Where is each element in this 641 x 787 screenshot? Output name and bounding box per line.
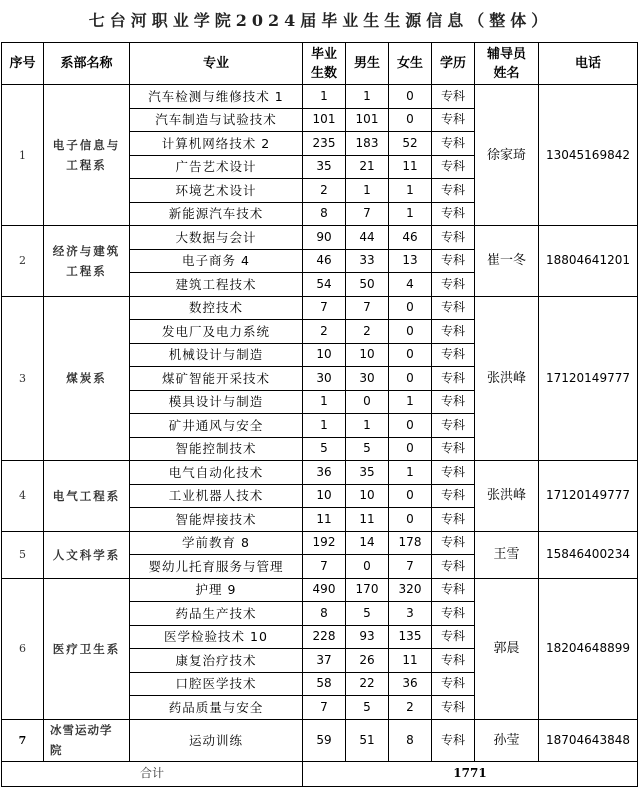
cell-seq: 3 xyxy=(2,296,44,461)
cell-department xyxy=(44,226,130,297)
cell-male: 30 xyxy=(346,367,389,391)
cell-female: 36 xyxy=(389,672,432,696)
cell-female: 46 xyxy=(389,226,432,250)
cell-seq: 1 xyxy=(2,85,44,226)
cell-degree: 专科 xyxy=(432,343,475,367)
cell-female: 135 xyxy=(389,625,432,649)
cell-female: 4 xyxy=(389,273,432,297)
cell-degree: 专科 xyxy=(432,202,475,226)
table-row xyxy=(2,578,638,602)
cell-grads: 10 xyxy=(303,343,346,367)
cell-male: 10 xyxy=(346,484,389,508)
header-row xyxy=(2,43,638,85)
cell-degree: 专科 xyxy=(432,508,475,532)
cell-major: 智能焊接技术 xyxy=(130,508,303,532)
cell-grads: 46 xyxy=(303,249,346,273)
cell-major: 学前教育 8 xyxy=(130,531,303,555)
cell-grads: 10 xyxy=(303,484,346,508)
cell-male: 50 xyxy=(346,273,389,297)
cell-major: 汽车制造与试验技术 xyxy=(130,108,303,132)
cell-grads: 36 xyxy=(303,461,346,485)
cell-major: 矿井通风与安全 xyxy=(130,414,303,438)
cell-degree: 专科 xyxy=(432,367,475,391)
header-major: 专业 xyxy=(130,43,303,85)
header-degree: 学历 xyxy=(432,43,475,85)
department-name-line2: 院 xyxy=(50,743,63,757)
cell-grads: 2 xyxy=(303,179,346,203)
cell-grads: 30 xyxy=(303,367,346,391)
cell-grads: 228 xyxy=(303,625,346,649)
cell-degree: 专科 xyxy=(432,155,475,179)
cell-female: 0 xyxy=(389,343,432,367)
cell-male: 7 xyxy=(346,202,389,226)
cell-major: 电气自动化技术 xyxy=(130,461,303,485)
cell-degree: 专科 xyxy=(432,296,475,320)
cell-grads: 101 xyxy=(303,108,346,132)
cell-degree: 专科 xyxy=(432,226,475,250)
cell-department xyxy=(44,461,130,532)
cell-male: 21 xyxy=(346,155,389,179)
cell-phone: 17120149777 xyxy=(539,461,638,532)
department-name-line1: 冰雪运动学 xyxy=(50,723,113,737)
table-row xyxy=(2,461,638,485)
cell-major: 新能源汽车技术 xyxy=(130,202,303,226)
cell-female: 0 xyxy=(389,320,432,344)
cell-male: 22 xyxy=(346,672,389,696)
cell-degree: 专科 xyxy=(432,85,475,109)
cell-department xyxy=(44,578,130,719)
cell-male: 7 xyxy=(346,296,389,320)
cell-major: 婴幼儿托育服务与管理 xyxy=(130,555,303,579)
cell-male: 5 xyxy=(346,437,389,461)
department-name-line1: 经济与建筑 xyxy=(52,243,121,258)
cell-female: 13 xyxy=(389,249,432,273)
cell-grads: 58 xyxy=(303,672,346,696)
department-name-line2: 工程系 xyxy=(66,158,107,172)
cell-male: 5 xyxy=(346,602,389,626)
cell-degree: 专科 xyxy=(432,320,475,344)
cell-male: 93 xyxy=(346,625,389,649)
cell-grads: 11 xyxy=(303,508,346,532)
cell-degree: 专科 xyxy=(432,625,475,649)
cell-female: 0 xyxy=(389,296,432,320)
cell-degree: 专科 xyxy=(432,484,475,508)
cell-seq: 7 xyxy=(2,719,44,761)
cell-major: 运动训练 xyxy=(130,719,303,761)
cell-major: 模具设计与制造 xyxy=(130,390,303,414)
cell-seq: 5 xyxy=(2,531,44,578)
cell-degree: 专科 xyxy=(432,719,475,761)
cell-male: 10 xyxy=(346,343,389,367)
cell-grads: 8 xyxy=(303,202,346,226)
cell-degree: 专科 xyxy=(432,132,475,156)
cell-degree: 专科 xyxy=(432,696,475,720)
header-seq: 序号 xyxy=(2,43,44,85)
cell-major: 建筑工程技术 xyxy=(130,273,303,297)
cell-major: 护理 9 xyxy=(130,578,303,602)
total-label: 合计 xyxy=(2,761,303,786)
cell-counselor: 张洪峰 xyxy=(475,296,539,461)
cell-major: 医学检验技术 10 xyxy=(130,625,303,649)
cell-female: 1 xyxy=(389,179,432,203)
cell-female: 0 xyxy=(389,484,432,508)
header-grads-line2: 生数 xyxy=(310,65,337,81)
cell-grads: 90 xyxy=(303,226,346,250)
cell-male: 33 xyxy=(346,249,389,273)
cell-degree: 专科 xyxy=(432,578,475,602)
cell-grads: 7 xyxy=(303,296,346,320)
cell-seq: 2 xyxy=(2,226,44,297)
cell-female: 3 xyxy=(389,602,432,626)
cell-degree: 专科 xyxy=(432,649,475,673)
cell-seq: 4 xyxy=(2,461,44,532)
cell-major: 药品质量与安全 xyxy=(130,696,303,720)
cell-grads: 2 xyxy=(303,320,346,344)
cell-female: 1 xyxy=(389,461,432,485)
cell-phone: 18804641201 xyxy=(539,226,638,297)
cell-degree: 专科 xyxy=(432,108,475,132)
cell-female: 0 xyxy=(389,508,432,532)
cell-male: 101 xyxy=(346,108,389,132)
cell-degree: 专科 xyxy=(432,672,475,696)
cell-female: 320 xyxy=(389,578,432,602)
header-phone: 电话 xyxy=(539,43,638,85)
header-counselor-line2: 姓名 xyxy=(493,65,520,81)
table-row xyxy=(2,719,638,761)
cell-major: 计算机网络技术 2 xyxy=(130,132,303,156)
cell-male: 170 xyxy=(346,578,389,602)
department-name-line1: 人文科学系 xyxy=(52,547,121,562)
cell-female: 11 xyxy=(389,155,432,179)
cell-major: 智能控制技术 xyxy=(130,437,303,461)
cell-male: 5 xyxy=(346,696,389,720)
department-name-line2: 工程系 xyxy=(66,263,107,278)
cell-grads: 5 xyxy=(303,437,346,461)
header-female: 女生 xyxy=(389,43,432,85)
cell-major: 机械设计与制造 xyxy=(130,343,303,367)
cell-male: 0 xyxy=(346,555,389,579)
cell-phone: 13045169842 xyxy=(539,85,638,226)
cell-male: 44 xyxy=(346,226,389,250)
cell-grads: 7 xyxy=(303,555,346,579)
cell-counselor: 徐家琦 xyxy=(475,85,539,226)
cell-female: 0 xyxy=(389,108,432,132)
cell-male: 183 xyxy=(346,132,389,156)
cell-degree: 专科 xyxy=(432,414,475,438)
cell-female: 1 xyxy=(389,390,432,414)
cell-degree: 专科 xyxy=(432,531,475,555)
department-name-line1: 医疗卫生系 xyxy=(52,641,121,656)
table-row xyxy=(2,85,638,109)
cell-department xyxy=(44,85,130,226)
header-counselor xyxy=(475,43,539,85)
document-title: 七台河职业学院2024届毕业生生源信息（整体） xyxy=(88,11,553,30)
table-row xyxy=(2,531,638,555)
cell-male: 0 xyxy=(346,390,389,414)
cell-female: 0 xyxy=(389,367,432,391)
cell-female: 0 xyxy=(389,414,432,438)
cell-grads: 235 xyxy=(303,132,346,156)
cell-degree: 专科 xyxy=(432,390,475,414)
cell-counselor: 孙莹 xyxy=(475,719,539,761)
cell-grads: 1 xyxy=(303,85,346,109)
cell-degree: 专科 xyxy=(432,437,475,461)
cell-phone: 17120149777 xyxy=(539,296,638,461)
cell-degree: 专科 xyxy=(432,461,475,485)
cell-male: 14 xyxy=(346,531,389,555)
department-name-line1: 电气工程系 xyxy=(52,488,121,503)
cell-grads: 37 xyxy=(303,649,346,673)
cell-major: 口腔医学技术 xyxy=(130,672,303,696)
department-name-line1: 电子信息与 xyxy=(52,138,121,152)
cell-phone: 18704643848 xyxy=(539,719,638,761)
cell-phone: 18204648899 xyxy=(539,578,638,719)
header-male: 男生 xyxy=(346,43,389,85)
header-dept: 系部名称 xyxy=(44,43,130,85)
cell-grads: 192 xyxy=(303,531,346,555)
cell-major: 数控技术 xyxy=(130,296,303,320)
cell-grads: 490 xyxy=(303,578,346,602)
header-grads xyxy=(303,43,346,85)
cell-female: 0 xyxy=(389,437,432,461)
cell-grads: 35 xyxy=(303,155,346,179)
cell-female: 178 xyxy=(389,531,432,555)
cell-male: 1 xyxy=(346,85,389,109)
cell-degree: 专科 xyxy=(432,179,475,203)
cell-female: 1 xyxy=(389,202,432,226)
cell-male: 11 xyxy=(346,508,389,532)
total-value: 1771 xyxy=(303,761,638,786)
cell-counselor: 王雪 xyxy=(475,531,539,578)
cell-major: 环境艺术设计 xyxy=(130,179,303,203)
cell-grads: 1 xyxy=(303,390,346,414)
cell-grads: 1 xyxy=(303,414,346,438)
cell-grads: 8 xyxy=(303,602,346,626)
cell-male: 1 xyxy=(346,414,389,438)
graduate-source-table xyxy=(1,42,638,787)
cell-major: 煤矿智能开采技术 xyxy=(130,367,303,391)
table-body xyxy=(2,85,638,762)
cell-female: 2 xyxy=(389,696,432,720)
header-grads-line1: 毕业 xyxy=(310,46,337,62)
cell-phone: 15846400234 xyxy=(539,531,638,578)
cell-grads: 7 xyxy=(303,696,346,720)
table-row xyxy=(2,296,638,320)
cell-female: 11 xyxy=(389,649,432,673)
cell-degree: 专科 xyxy=(432,602,475,626)
cell-major: 电子商务 4 xyxy=(130,249,303,273)
cell-counselor: 崔一冬 xyxy=(475,226,539,297)
cell-grads: 59 xyxy=(303,719,346,761)
table-row xyxy=(2,226,638,250)
department-name-line1: 煤炭系 xyxy=(66,371,107,386)
cell-department xyxy=(44,531,130,578)
cell-counselor: 郭晨 xyxy=(475,578,539,719)
cell-male: 35 xyxy=(346,461,389,485)
cell-major: 广告艺术设计 xyxy=(130,155,303,179)
cell-degree: 专科 xyxy=(432,555,475,579)
cell-major: 汽车检测与维修技术 1 xyxy=(130,85,303,109)
cell-male: 2 xyxy=(346,320,389,344)
cell-male: 1 xyxy=(346,179,389,203)
cell-counselor: 张洪峰 xyxy=(475,461,539,532)
cell-major: 大数据与会计 xyxy=(130,226,303,250)
total-row xyxy=(2,761,638,786)
cell-major: 发电厂及电力系统 xyxy=(130,320,303,344)
cell-grads: 54 xyxy=(303,273,346,297)
cell-female: 8 xyxy=(389,719,432,761)
cell-female: 52 xyxy=(389,132,432,156)
cell-male: 51 xyxy=(346,719,389,761)
cell-major: 康复治疗技术 xyxy=(130,649,303,673)
cell-major: 工业机器人技术 xyxy=(130,484,303,508)
cell-department xyxy=(44,296,130,461)
cell-major: 药品生产技术 xyxy=(130,602,303,626)
cell-female: 7 xyxy=(389,555,432,579)
cell-seq: 6 xyxy=(2,578,44,719)
cell-male: 26 xyxy=(346,649,389,673)
cell-female: 0 xyxy=(389,85,432,109)
header-counselor-line1: 辅导员 xyxy=(486,46,526,62)
cell-degree: 专科 xyxy=(432,273,475,297)
cell-degree: 专科 xyxy=(432,249,475,273)
cell-department xyxy=(44,719,130,761)
